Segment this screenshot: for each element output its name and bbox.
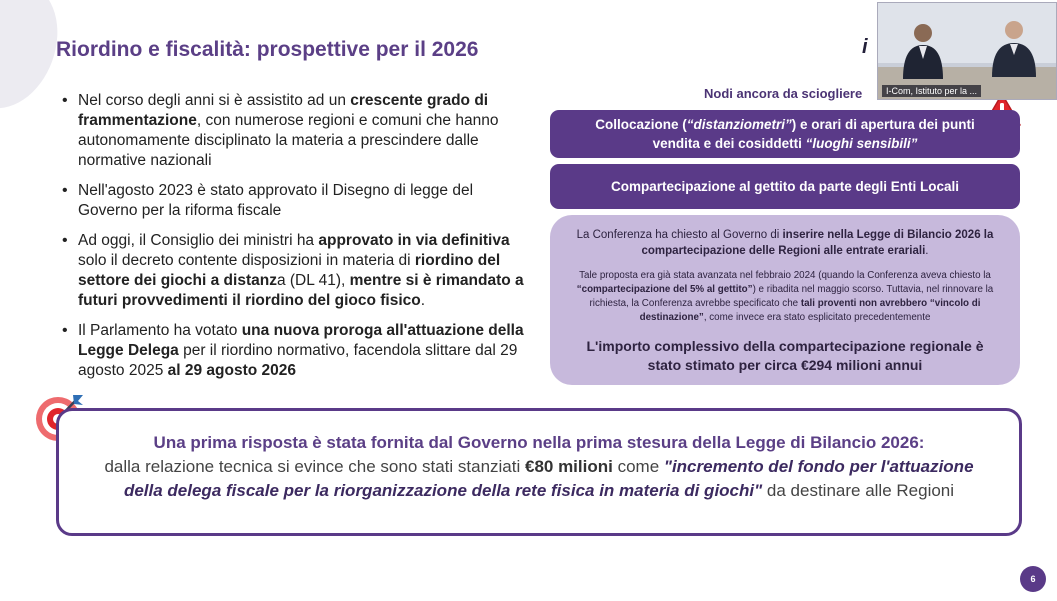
callout-body: dalla relazione tecnica si evince che sono stati stanziati €80 milioni come "incremento del fondo per l'attuazione della delega fiscale per la riorganizzazione della rete fisica in materia di giochi" da destinare alle Regioni xyxy=(104,457,974,500)
detail-summary: L'importo complessivo della compartecipazione regionale è stato stimato per circa €294 milioni annui xyxy=(586,338,984,373)
logo-fragment: i xyxy=(862,36,868,58)
bullet-item: • Nell'agosto 2023 è stato approvato il Disegno di legge del Governo per la riforma fiscale xyxy=(62,181,532,221)
nodi-label: Nodi ancora da sciogliere xyxy=(704,86,863,101)
compartecipazione-detail-box xyxy=(550,215,1020,385)
detail-paragraph: La Conferenza ha chiesto al Governo di inserire nella Legge di Bilancio 2026 la compartecipazione delle Regioni alle entrate erariali. xyxy=(576,229,994,257)
video-caption: I-Com, Istituto per la ... xyxy=(882,85,981,97)
speaker-left-avatar xyxy=(898,19,948,79)
speaker-right-avatar xyxy=(988,17,1040,77)
bullet-item: • Ad oggi, il Consiglio dei ministri ha approvato in via definitiva solo il decreto contente disposizioni in materia di riordino del settore dei giochi a distanza (DL 41), mentre si è rimandato a futuri provvedimenti il riordino del gioco fisico. xyxy=(62,231,532,311)
slide-title: Riordino e fiscalità: prospettive per il 2026 xyxy=(56,38,479,61)
nodo-collocazione-box: Collocazione (“distanziometri”) e orari di apertura dei punti vendita e dei cosiddetti “luoghi sensibili” xyxy=(550,110,1020,158)
bullet-item: • Nel corso degli anni si è assistito ad un crescente grado di frammentazione, con numerose regioni e comuni che hanno autonomamente disciplinato la materia a prescindere dalle normative nazionali xyxy=(62,91,532,171)
nodo-compartecipazione-box: Compartecipazione al gettito da parte degli Enti Locali xyxy=(550,164,1020,209)
bullet-item: • Il Parlamento ha votato una nuova proroga all'attuazione della Legge Delega per il riordino normativo, facendola slittare dal 29 agosto 2025 al 29 agosto 2026 xyxy=(62,321,532,381)
callout-lead: Una prima risposta è stata fornita dal Governo nella prima stesura della Legge di Bilancio 2026: xyxy=(153,433,925,452)
bullet-list xyxy=(62,91,532,391)
bottom-callout-box xyxy=(56,408,1022,536)
page-number-badge: 6 xyxy=(1020,566,1046,592)
video-feed-panel[interactable] xyxy=(877,2,1057,100)
detail-paragraph: Tale proposta era già stata avanzata nel febbraio 2024 (quando la Conferenza aveva chiesto la “compartecipazione del 5% al gettito”) e ribadita nel maggio scorso. Tuttavia, nel rinnovare la richiesta, la Conferenza avrebbe specificato che tali proventi non avrebbero “vincolo di destinazione”, come invece era stato esplicitato precedentemente xyxy=(576,270,994,323)
